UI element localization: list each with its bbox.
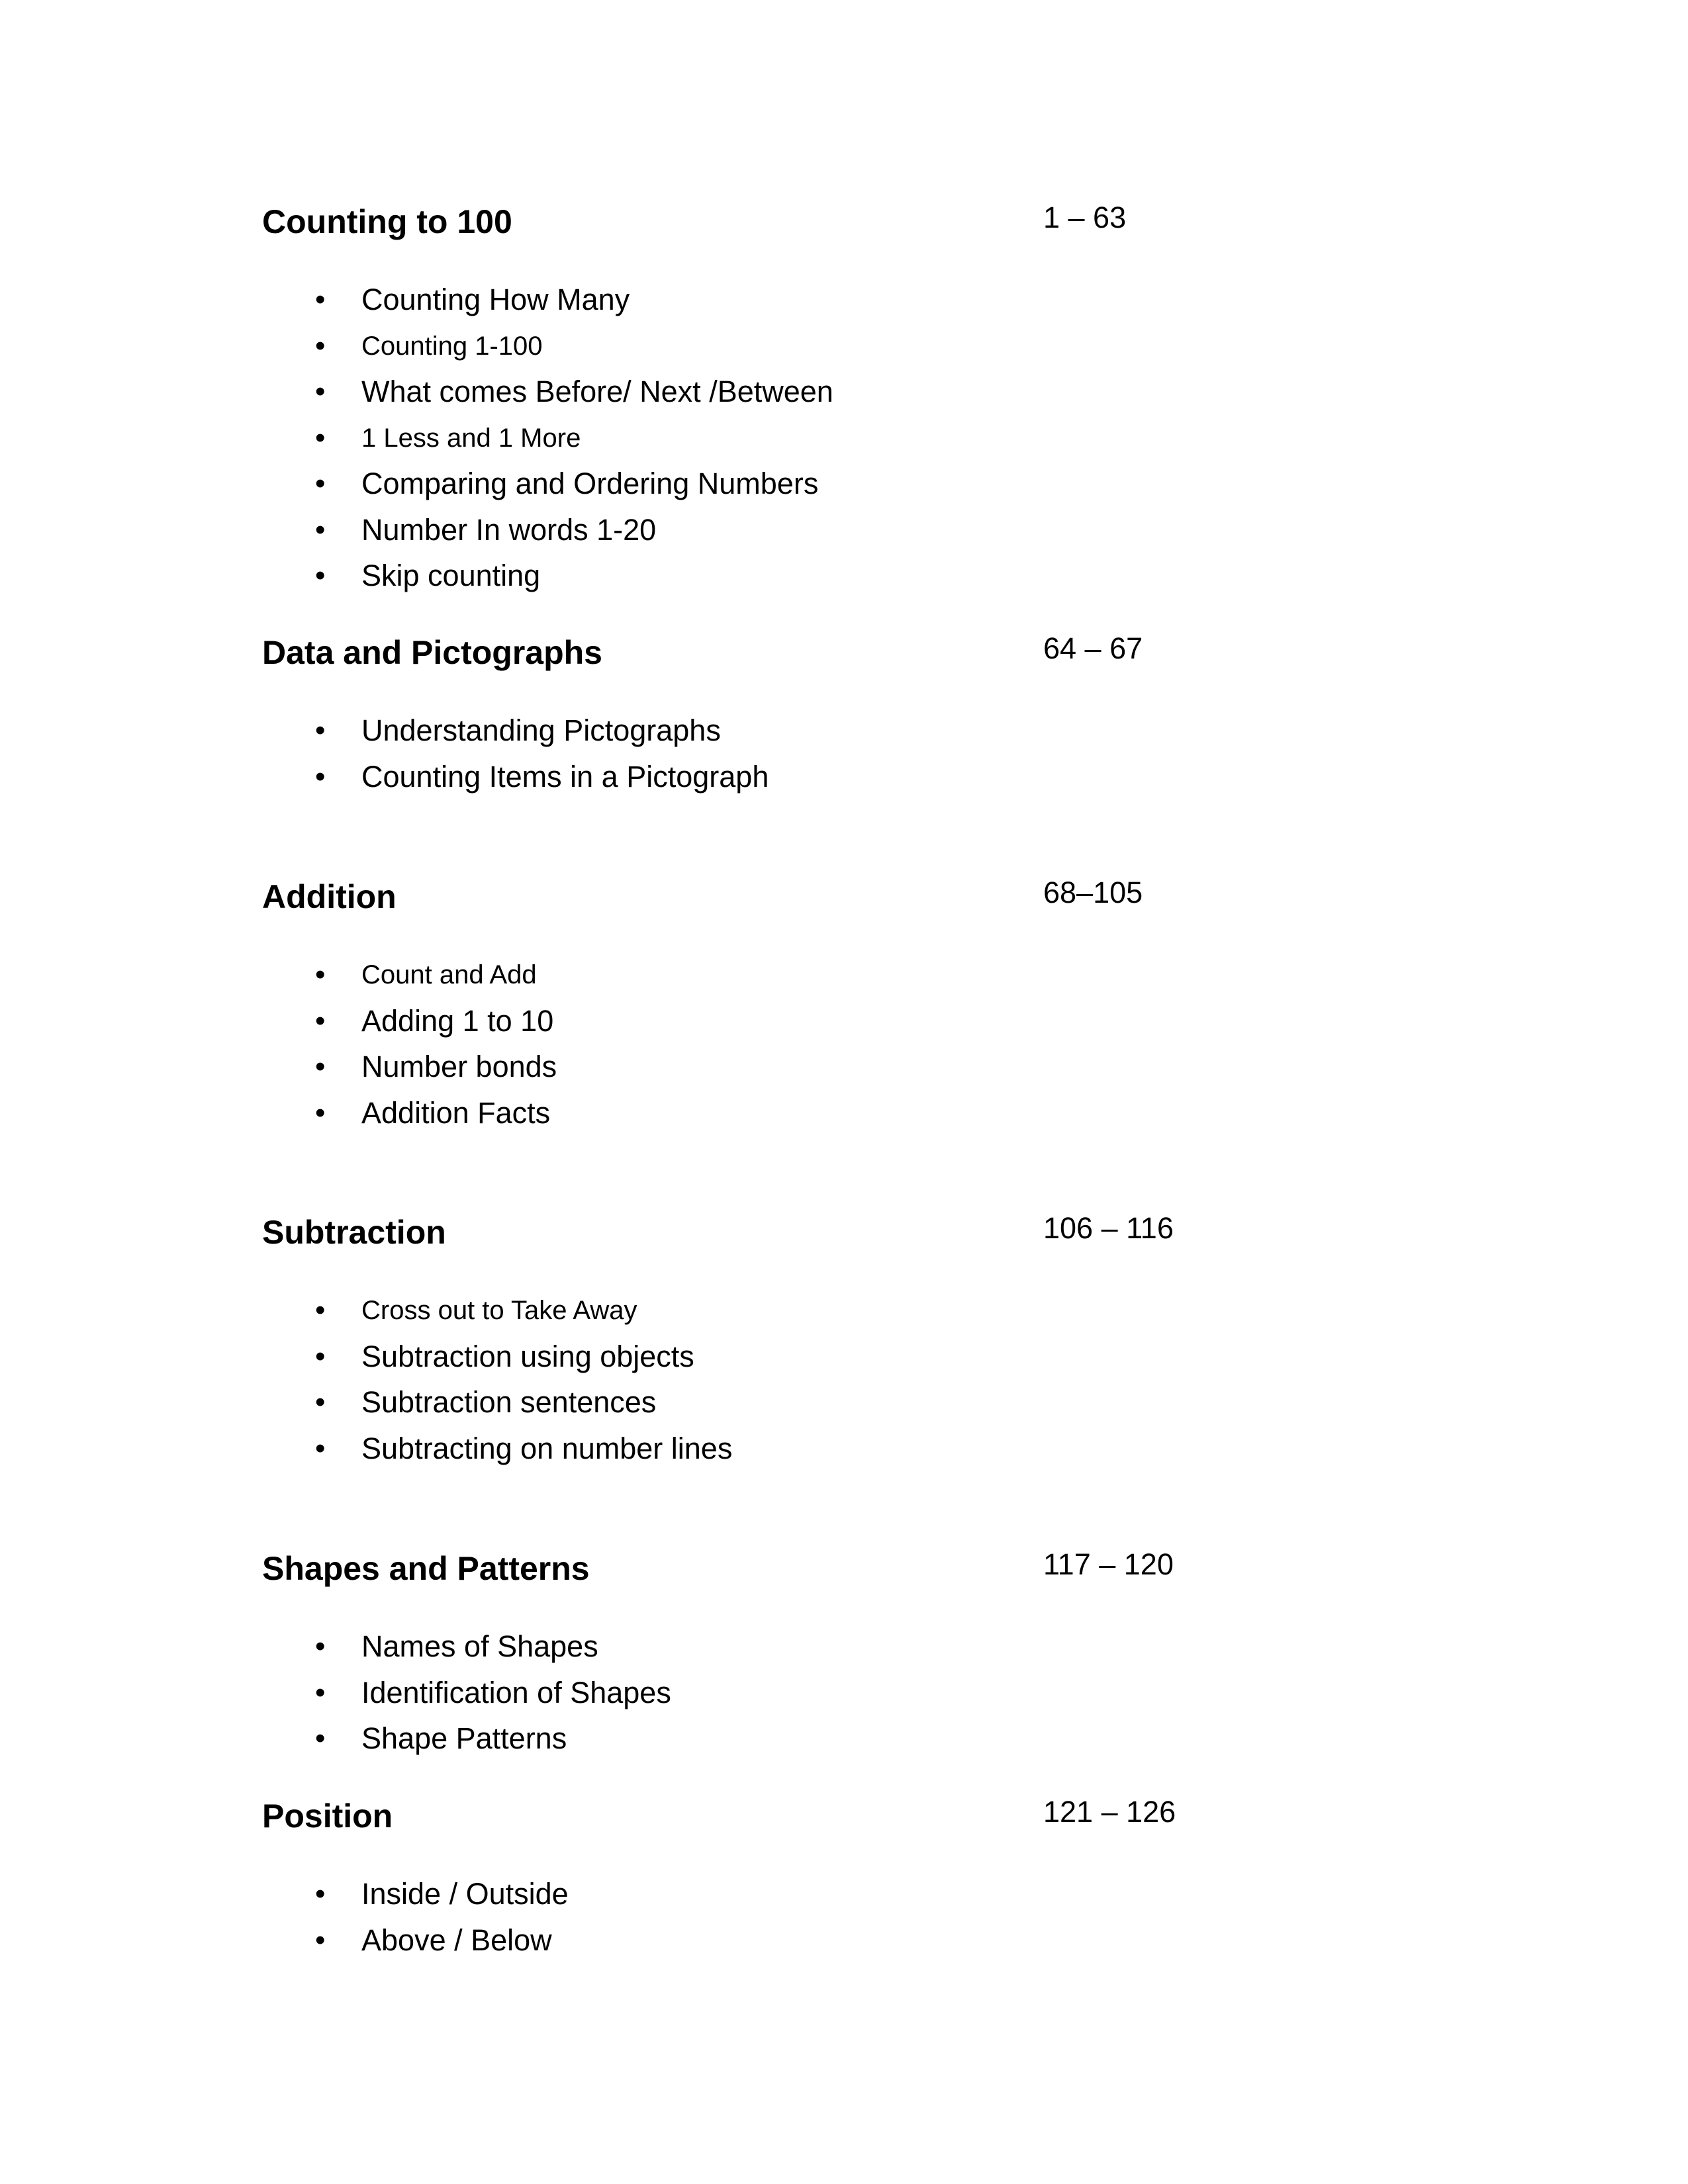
- bullet-icon: •: [315, 1676, 326, 1709]
- bullet-icon: •: [315, 1004, 326, 1037]
- bullet-icon: •: [315, 1722, 326, 1754]
- section-page-range: 117 – 120: [1043, 1547, 1174, 1581]
- section-title: Position: [262, 1797, 393, 1835]
- bullet-icon: •: [315, 559, 326, 592]
- section-title: Subtraction: [262, 1214, 446, 1251]
- bullet-icon: •: [315, 283, 326, 316]
- topic-text: Shape Patterns: [361, 1721, 567, 1755]
- topic-text: What comes Before/ Next /Between: [361, 375, 833, 408]
- bullet-icon: •: [315, 1630, 326, 1662]
- bullet-icon: •: [315, 958, 326, 991]
- topic-text: Counting 1-100: [361, 331, 543, 361]
- bullet-icon: •: [315, 329, 326, 362]
- section-page-range: 1 – 63: [1043, 201, 1127, 234]
- topic-text: Subtraction using objects: [361, 1339, 694, 1373]
- topic-text: Subtraction sentences: [361, 1385, 657, 1419]
- topic-text: Understanding Pictographs: [361, 713, 721, 747]
- topic-text: Adding 1 to 10: [361, 1003, 554, 1038]
- bullet-icon: •: [315, 1386, 326, 1418]
- bullet-icon: •: [315, 1878, 326, 1910]
- bullet-icon: •: [315, 1923, 326, 1956]
- topic-text: Comparing and Ordering Numbers: [361, 467, 819, 500]
- bullet-icon: •: [315, 1294, 326, 1326]
- bullet-icon: •: [315, 714, 326, 747]
- bullet-icon: •: [315, 467, 326, 500]
- topic-text: Counting Items in a Pictograph: [361, 759, 769, 794]
- bullet-icon: •: [315, 421, 326, 454]
- section-page-range: 64 – 67: [1043, 631, 1143, 665]
- bullet-icon: •: [315, 513, 326, 546]
- topic-text: Above / Below: [361, 1923, 552, 1957]
- section-page-range: 121 – 126: [1043, 1795, 1176, 1829]
- topic-text: Counting How Many: [361, 283, 630, 316]
- topic-text: Names of Shapes: [361, 1629, 598, 1663]
- bullet-icon: •: [315, 1340, 326, 1373]
- bullet-icon: •: [315, 1432, 326, 1465]
- bullet-icon: •: [315, 1096, 326, 1129]
- section-title: Data and Pictographs: [262, 634, 602, 671]
- topic-text: Count and Add: [361, 960, 537, 989]
- bullet-icon: •: [315, 375, 326, 408]
- section-title: Shapes and Patterns: [262, 1550, 590, 1587]
- topic-text: Identification of Shapes: [361, 1675, 671, 1709]
- section-page-range: 68–105: [1043, 876, 1143, 909]
- topic-text: Number bonds: [361, 1050, 557, 1083]
- topic-text: Inside / Outside: [361, 1877, 569, 1911]
- bullet-icon: •: [315, 760, 326, 793]
- topic-text: Subtracting on number lines: [361, 1431, 733, 1465]
- section-title: Addition: [262, 878, 397, 915]
- topic-text: Cross out to Take Away: [361, 1296, 637, 1325]
- topic-text: Number In words 1-20: [361, 512, 657, 547]
- bullet-icon: •: [315, 1050, 326, 1083]
- topic-text: 1 Less and 1 More: [361, 423, 581, 453]
- topic-text: Skip counting: [361, 559, 541, 592]
- section-title: Counting to 100: [262, 203, 512, 240]
- topic-text: Addition Facts: [361, 1095, 551, 1130]
- section-page-range: 106 – 116: [1043, 1211, 1174, 1245]
